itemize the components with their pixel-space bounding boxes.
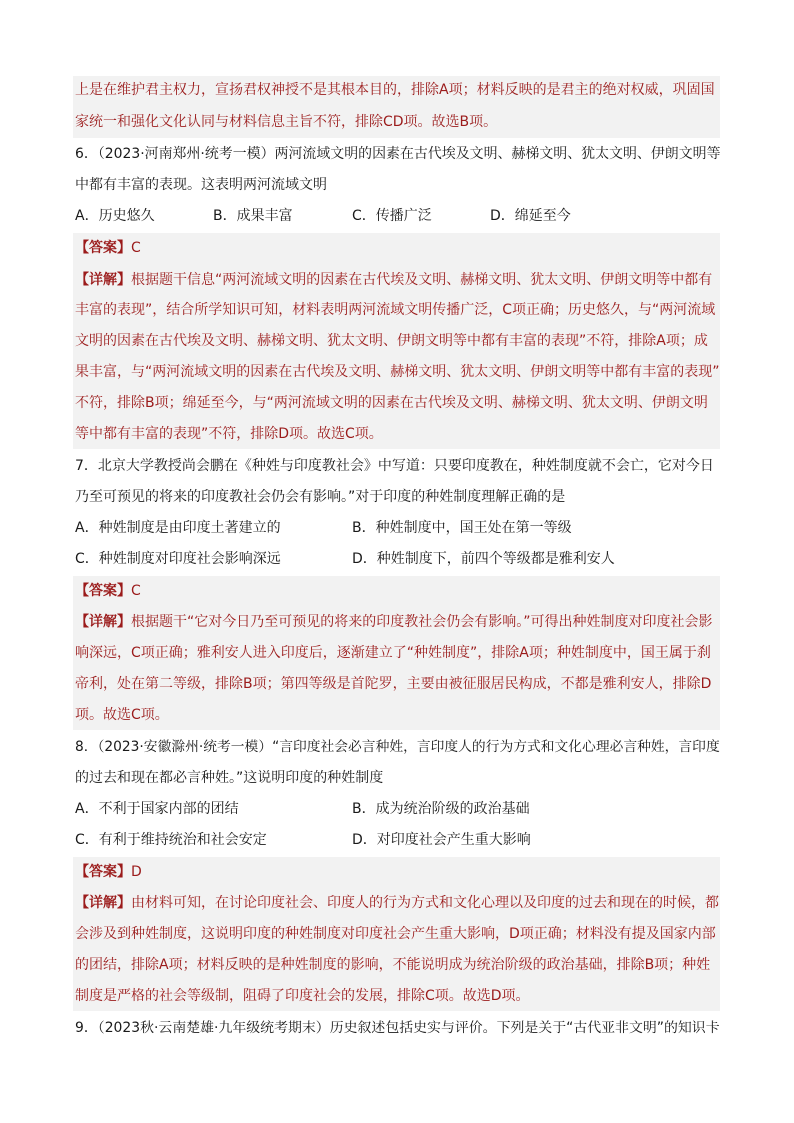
q8-detail-line: [75, 893, 720, 913]
question-8-stem: 的过去和现在都必言种姓。”这说明印度的种姓制度: [75, 770, 384, 786]
previous-detail-line: 家统一和强化文化认同与材料信息主旨不符，排除CD项。故选B项。: [75, 114, 498, 130]
q7-detail-line: 项。故选C项。: [75, 707, 169, 723]
q7-answer: [75, 581, 720, 601]
q8-detail-line: 会涉及到种姓制度，这说明印度的种姓制度对印度社会产生重大影响，D项正确；材料没有提及国家内部: [75, 926, 716, 942]
answer-tag: 【答案】: [75, 864, 131, 880]
q8-option-b: B．成为统治阶级的政治基础: [352, 801, 530, 817]
q6-detail-line: 文明的因素在古代埃及文明、赫梯文明、犹太文明、伊朗文明等中都有丰富的表现”不符，排除A项；成: [75, 333, 708, 349]
q6-option-c: C．传播广泛: [352, 208, 432, 224]
q6-detail-line: 等中都有丰富的表现”不符，排除D项。故选C项。: [75, 426, 383, 442]
question-9-stem: 9．（2023秋·云南楚雄·九年级统考期末）历史叙述包括史实与评价。下列是关于“古代亚非文明”的知识卡: [75, 1020, 720, 1036]
q8-option-a: A．不利于国家内部的团结: [75, 801, 239, 817]
q8-detail-line: 的团结，排除A项；材料反映的是种姓制度的影响，不能说明成为统治阶级的政治基础，排除B项；种姓: [75, 957, 711, 973]
question-6-stem: 6．（2023·河南郑州·统考一模）两河流域文明的因素在古代埃及文明、赫梯文明、犹太文明、伊朗文明等: [75, 146, 721, 162]
q6-answer: [75, 238, 720, 258]
answer-tag: 【答案】: [75, 240, 131, 256]
question-7-stem: 7．北京大学教授尚会鹏在《种姓与印度教社会》中写道：只要印度教在，种姓制度就不会亡，它对今日: [75, 458, 714, 474]
answer-value: C: [131, 240, 141, 256]
q7-detail-line: 响深远，C项正确；雅利安人进入印度后，逐渐建立了“种姓制度”，排除A项；种姓制度中，国王属于刹: [75, 645, 711, 661]
detail-text: 根据题干“它对今日乃至可预见的将来的印度教社会仍会有影响。”可得出种姓制度对印度社会影: [131, 614, 713, 630]
q7-option-d: D．种姓制度下，前四个等级都是雅利安人: [352, 551, 615, 567]
detail-tag: 【详解】: [75, 895, 131, 911]
previous-detail-line: 上是在维护君主权力，宣扬君权神授不是其根本目的，排除A项；材料反映的是君主的绝对权威，巩固国: [75, 82, 715, 98]
q7-detail-line: [75, 612, 720, 632]
q7-option-c: C．种姓制度对印度社会影响深远: [75, 551, 281, 567]
answer-tag: 【答案】: [75, 583, 131, 599]
q8-detail-line: 制度是严格的社会等级制，阻碍了印度社会的发展，排除C项。故选D项。: [75, 988, 530, 1004]
q7-option-a: A．种姓制度是由印度土著建立的: [75, 520, 281, 536]
q6-option-d: D．绵延至今: [490, 208, 571, 224]
q6-detail-line: [75, 270, 720, 290]
question-6-stem: 中都有丰富的表现。这表明两河流域文明: [75, 177, 327, 193]
q8-option-d: D．对印度社会产生重大影响: [352, 832, 531, 848]
q6-detail-line: 果丰富，与“两河流域文明的因素在古代埃及文明、赫梯文明、犹太文明、伊朗文明等中都有丰富的表现”: [75, 364, 720, 380]
answer-value: C: [131, 583, 141, 599]
q6-option-a: A．历史悠久: [75, 208, 155, 224]
q7-detail-line: 帝利，处在第二等级，排除B项；第四等级是首陀罗，主要由被征服居民构成，不都是雅利安人，排除D: [75, 676, 712, 692]
question-7-stem: 乃至可预见的将来的印度教社会仍会有影响。”对于印度的种姓制度理解正确的是: [75, 489, 566, 505]
q8-option-c: C．有利于维持统治和社会安定: [75, 832, 267, 848]
q6-detail-line: 不符，排除B项；绵延至今，与“两河流域文明的因素在古代埃及文明、赫梯文明、犹太文明、伊朗文明: [75, 395, 708, 411]
q6-detail-line: 丰富的表现”，结合所学知识可知，材料表明两河流域文明传播广泛，C项正确；历史悠久，与“两河流域: [75, 302, 716, 318]
detail-tag: 【详解】: [75, 614, 131, 630]
detail-text: 根据题干信息“两河流域文明的因素在古代埃及文明、赫梯文明、犹太文明、伊朗文明等中都有: [131, 272, 713, 288]
question-8-stem: 8．（2023·安徽滁州·统考一模）“言印度社会必言种姓，言印度人的行为方式和文化心理必言种姓，言印度: [75, 739, 720, 755]
detail-tag: 【详解】: [75, 272, 131, 288]
q8-answer: [75, 862, 720, 882]
answer-value: D: [131, 864, 142, 880]
q7-option-b: B．种姓制度中，国王处在第一等级: [352, 520, 572, 536]
q6-option-b: B．成果丰富: [213, 208, 293, 224]
detail-text: 由材料可知，在讨论印度社会、印度人的行为方式和文化心理以及印度的过去和现在的时候，都: [131, 895, 719, 911]
